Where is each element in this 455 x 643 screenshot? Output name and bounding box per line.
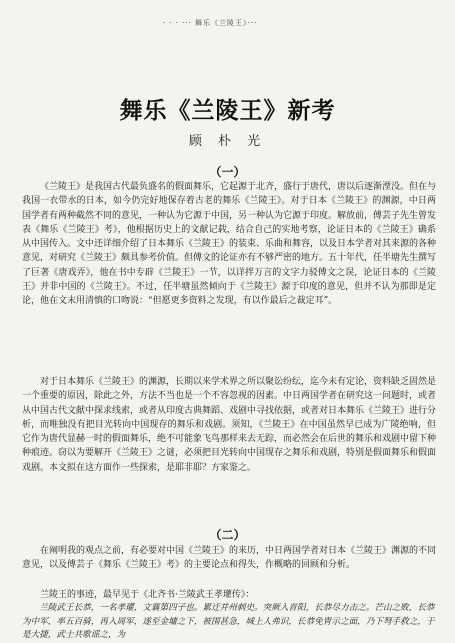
paragraph-1: 《兰陵王》是我国古代最负盛名的假面舞乐，它起源于北齐，盛行于唐代，唐以后逐渐湮没。但在与我国一衣带水的日本，如今仍完好地保存着古老的舞乐《兰陵王》。对于日本《兰陵王》的渊源，中日两国学者有两种截然不同的意见，一种认为它源于中国，另一种认为它源于印度。解放前，傅芸子先生曾发表《舞乐《兰陵王》考》，他根据历史上的文献记载，结合自己的实地考察，论证日本的《兰陵王》确系从中国传入。文中还详细介绍了日本舞乐《兰陵王》的装束、乐曲和舞容，以及日本学者对其来源的各种意见，对研究《兰陵王》颇具参考价值。但傅文的论证亦有不够严密的地方。五十年代，任半塘先生撰写了巨著《唐戏弄》，他在书中专辟《兰陵王》一节，以详拌万言的文字力驳傅文之误，论证日本的《兰陵王》并非中国的《兰陵王》。不过，任半塘虽然倾向于《兰陵王》源于印度的意见，但并不认为那即是定论，他在文末用清慎的口吻说：“但愿更多资料之发现，有以作最后之裁定耳”。: [22, 182, 437, 307]
paragraph-2: 对于日本舞乐《兰陵王》的渊源，长期以来学术界之所以聚讼纷纭，迄今未有定论，资料缺乏固然是一个重要的原因，除此之外，方法不当也是一个不容忽视的因素。中日两国学者在研究这一问题时，或者从中国古代文献中探求线索，或者从印度古典舞蹈、戏剧中寻找依据，或者对日本舞乐《兰陵王》进行分析，而唯独没有把目光转向中国现存的舞乐和戏剧。须知，《兰陵王》在中国虽然早已成为广陵绝响，但它作为唐代显赫一时的假面舞乐，绝不可能象飞鸟那样来去无踪，而必然会在后世的舞乐和戏剧中留下种种痕迹。窃以为要解开《兰陵王》之谜，必须把目光转向中国现存之舞乐和戏剧，特别是假面舞乐和假面戏剧。本文拟在这方面作一些探索，是耶非耶？方家鉴之。: [22, 377, 437, 473]
article-author: 顾 朴 光: [188, 134, 267, 149]
section-heading-2: （二）: [209, 528, 246, 542]
running-head: · · · ··· 舞乐《兰陵王》···: [162, 19, 258, 27]
section-heading-1: （一）: [209, 165, 246, 179]
paragraph-4: 兰陵王的事迹，最早见于《北齐书·兰陵武王孝瓘传》：: [40, 590, 255, 600]
quotation-block: 兰陵武王长恭，一名孝瓘，文襄第四子也。累迁并州刺史。突厥入晋阳，长恭尽力击之。芒山之败，长恭为中军，率五百骑，再入周军，遂至金墉之下，被围甚急，城上人弗识，长恭免胄示之面，乃下弩手救之，于是大捷，武士共歌谣之，为: [22, 603, 435, 640]
article-title: 舞乐《兰陵王》新考: [119, 98, 336, 124]
paragraph-3: 在阐明我的观点之前，有必要对中国《兰陵王》的来历，中日两国学者对日本《兰陵王》渊源的不同意见，以及傅芸子《舞乐《兰陵王》考》的主要论点和得失，作概略的回顾和分析。: [22, 546, 437, 571]
